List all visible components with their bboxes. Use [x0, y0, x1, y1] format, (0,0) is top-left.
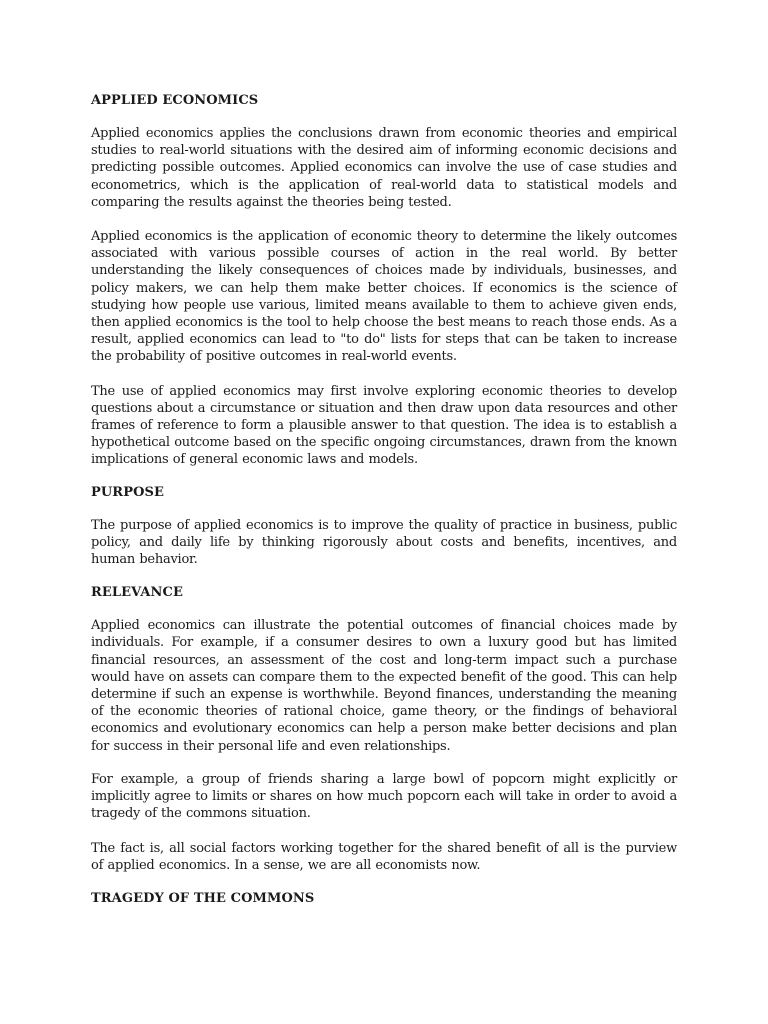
paragraph-definition: Applied economics applies the conclusions drawn from economic theories and empirical studies to real-world situations with the desired aim of informing economic decisions and predicting possible outcomes. Applied economics can involve the use of case studies and econometrics, which is the application of real-world data to statistical models and comparing the results against the theories being tested. [91, 126, 677, 210]
paragraph-relevance: Applied economics can illustrate the potential outcomes of financial choices made by individuals. For example, if a consumer desires to own a luxury good but has limited financial resources, an assessment of the cost and long-term impact such a purchase would have on assets can compare them to the expected benefit of the good. This can help determine if such an expense is worthwhile. Beyond finances, understanding the meaning of the economic theories of rational choice, game theory, or the findings of behavioral economics and evolutionary economics can help a person make better decisions and plan for success in their personal life and even relationships. [91, 618, 677, 754]
section-heading-relevance: RELEVANCE [91, 585, 183, 601]
section-heading-applied-economics: APPLIED ECONOMICS [91, 93, 259, 108]
document-page [91, 92, 677, 907]
paragraph-social-factors: The fact is, all social factors working together for the shared benefit of all is the purview of applied economics. In a sense, we are all economists now. [91, 840, 677, 873]
paragraph-popcorn-example: For example, a group of friends sharing a large bowl of popcorn might explicitly or implicitly agree to limits or shares on how much popcorn each will take in order to avoid a tragedy of the commons situation. [91, 771, 677, 822]
paragraph-purpose: The purpose of applied economics is to improve the quality of practice in business, public policy, and daily life by thinking rigorously about costs and benefits, incentives, and human behavior. [91, 517, 677, 568]
section-heading-tragedy-of-the-commons: TRAGEDY OF THE COMMONS [91, 890, 315, 906]
paragraph-application: Applied economics is the application of economic theory to determine the likely outcomes associated with various possible courses of action in the real world. By better understanding the likely consequences of choices made by individuals, businesses, and policy makers, we can help them make better choices. If economics is the science of studying how people use various, limited means available to them to achieve given ends, then applied economics is the tool to help choose the best means to reach those ends. As a result, applied economics can lead to "to do" lists for steps that can be taken to increase the probability of positive outcomes in real-world events. [91, 229, 677, 365]
section-heading-purpose: PURPOSE [91, 484, 165, 500]
paragraph-use: The use of applied economics may first involve exploring economic theories to develop questions about a circumstance or situation and then draw upon data resources and other frames of reference to form a plausible answer to that question. The idea is to establish a hypothetical outcome based on the specific ongoing circumstances, drawn from the known implications of general economic laws and models. [91, 383, 677, 468]
